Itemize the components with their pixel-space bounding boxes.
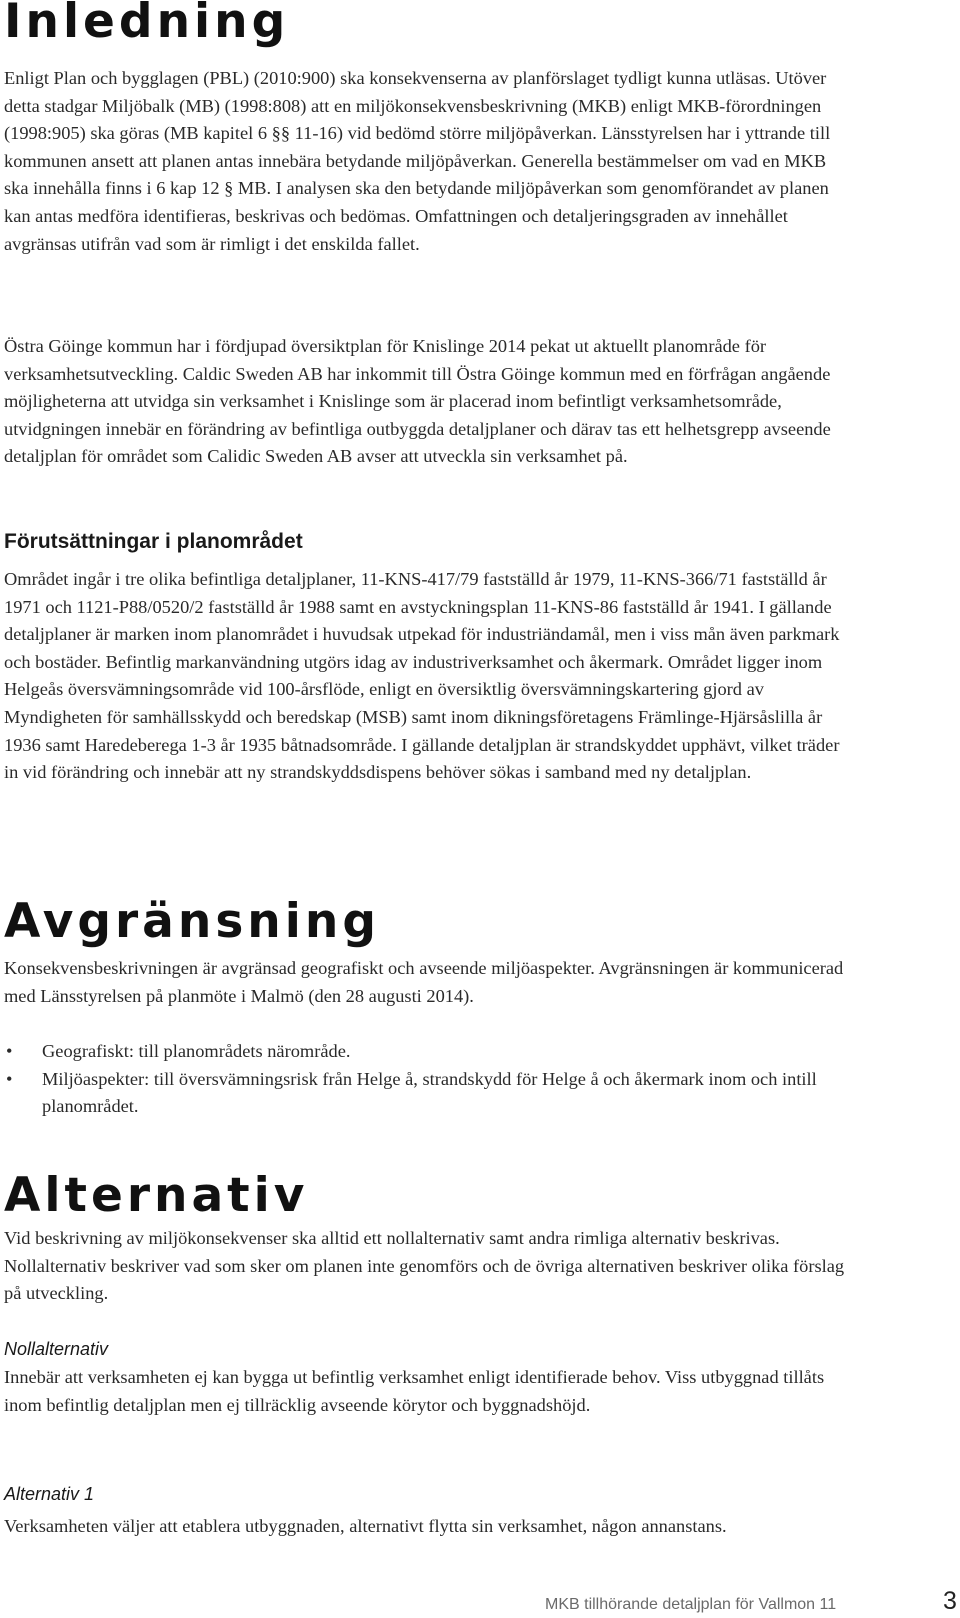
paragraph-inledning-2: Östra Göinge kommun har i fördjupad översiktplan för Knislinge 2014 pekat ut aktuellt planområde för verksamhetsutveckling. Caldic Sweden AB har inkommit till Östra Göinge kommun med en förfrågan angående möjligheterna att utvidga sin verksamhet i Knislinge som är placerad inom befintligt verksamhetsområde, utvidgningen innebär en förändring av befintliga outbyggda detaljplaner och därav tas ett helhetsgrepp avseende detaljplan för området som Calidic Sweden AB avser att utveckla sin verksamhet på. (4, 336, 831, 467)
heading-forutsattningar: Förutsättningar i planområdet (4, 530, 303, 553)
list-item-text: Geografiskt: till planområdets närområde. (42, 1041, 351, 1061)
heading-nollalternativ: Nollalternativ (4, 1339, 109, 1359)
bullet-marker: • (6, 1041, 13, 1061)
paragraph-nollalternativ: Innebär att verksamheten ej kan bygga ut befintlig verksamhet enligt identifierade behov. Viss utbyggnad tillåts inom befintlig detaljplan men ej tillräcklig avseende körytor och byggnadshöjd. (4, 1367, 825, 1415)
list-item (4, 1038, 854, 1066)
heading-alternativ-1: Alternativ 1 (4, 1484, 95, 1504)
footer-document-title: MKB tillhörande detaljplan för Vallmon 11 (545, 1596, 837, 1613)
page-number: 3 (943, 1587, 957, 1615)
list-item-text: Miljöaspekter: till översvämningsrisk från Helge å, strandskydd för Helge å och åkermark inom och intill planområdet. (42, 1068, 817, 1117)
bullet-marker: • (6, 1068, 13, 1089)
list-item (4, 1066, 854, 1121)
paragraph-forutsattningar: Området ingår i tre olika befintliga detaljplaner, 11-KNS-417/79 fastställd år 1979, 11-KNS-366/71 fastställd år 1971 och 1121-P88/0520/2 fastställd år 1988 samt en avstyckningsplan 11-KNS-86 fastställd år 1941. I gällande detaljplaner är marken inom planområdet i huvudsak utpekad för industriändamål, men i viss mån även parkmark och bostäder. Befintlig markanvändning utgörs idag av industriverksamhet och åkermark. Området ligger inom Helgeås översvämningsområde vid 100-årsflöde, enligt en översiktlig översvämningskartering gjord av Myndigheten för samhällsskydd och beredskap (MSB) samt inom dikningsföretagens Främlinge-Hjärsåslilla år 1936 samt Haredeberega 1-3 år 1935 båtnadsområde. I gällande detaljplan är strandskyddet upphävt, vilket träder in vid förändring och innebär att ny strandskyddsdispens behöver sökas i samband med ny detaljplan. (4, 569, 840, 783)
paragraph-alternativ-1: Verksamheten väljer att etablera utbyggnaden, alternativt flytta sin verksamhet, någon annanstans. (4, 1516, 727, 1536)
paragraph-alternativ: Vid beskrivning av miljökonsekvenser ska alltid ett nollalternativ samt andra rimliga alternativ beskrivas. Nollalternativ beskriver vad som sker om planen inte genomförs och de övriga alternativen beskriver olika förslag på utveckling. (4, 1228, 845, 1304)
paragraph-avgransning: Konsekvensbeskrivningen är avgränsad geografiskt och avseende miljöaspekter. Avgränsningen är kommunicerad med Länsstyrelsen på planmöte i Malmö (den 28 augusti 2014). (4, 958, 844, 1006)
bullet-list-avgransning (4, 1038, 854, 1121)
heading-alternativ: Alternativ (4, 1168, 309, 1223)
heading-inledning: Inledning (4, 0, 290, 49)
paragraph-inledning-1: Enligt Plan och bygglagen (PBL) (2010:900) ska konsekvenserna av planförslaget tydligt kunna utläsas. Utöver detta stadgar Miljöbalk (MB) (1998:808) att en miljökonsekvensbeskrivning (MKB) enligt MKB-förordningen (1998:905) ska göras (MB kapitel 6 §§ 11-16) vid bedömd större miljöpåverkan. Länsstyrelsen har i yttrande till kommunen ansett att planen antas innebära betydande miljöpåverkan. Generella bestämmelser om vad en MKB ska innehålla finns i 6 kap 12 § MB. I analysen ska den betydande miljöpåverkan som genomförandet av planen kan antas medföra identifieras, beskrivas och bedömas. Omfattningen och detaljeringsgraden av innehållet avgränsas utifrån vad som är rimligt i det enskilda fallet. (4, 68, 831, 254)
heading-avgransning: Avgränsning (4, 894, 380, 949)
